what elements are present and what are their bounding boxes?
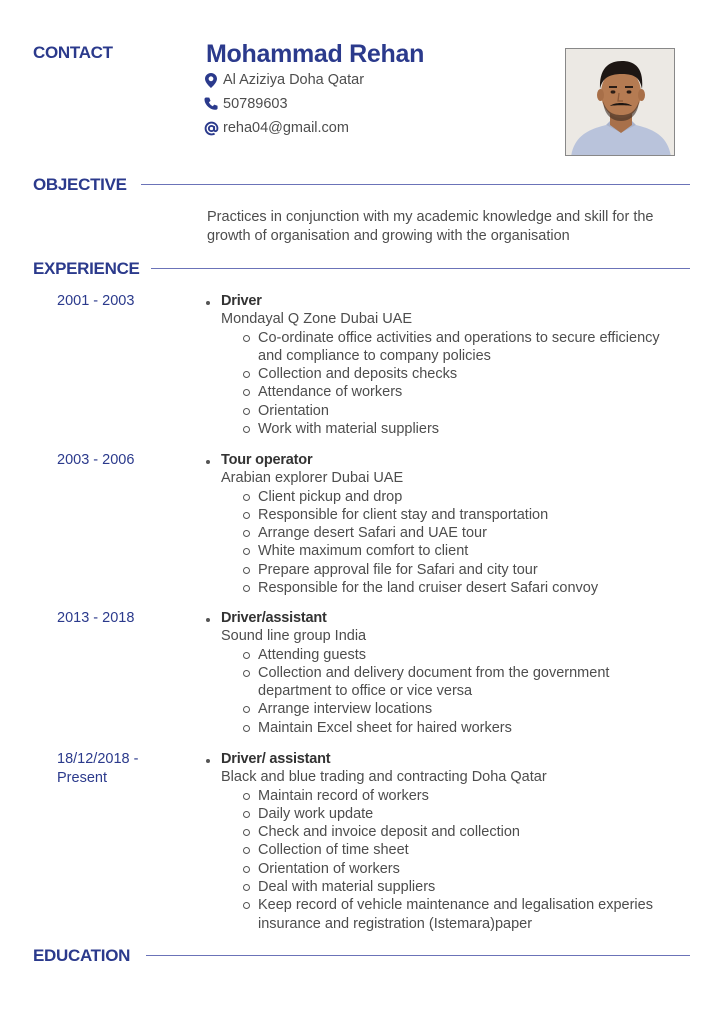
task-item: Arrange interview locations bbox=[243, 700, 673, 718]
bullet-dot-icon bbox=[206, 460, 210, 464]
job-company: Mondayal Q Zone Dubai UAE bbox=[221, 311, 413, 328]
job-entry bbox=[203, 609, 673, 737]
job-title: Driver/assistant bbox=[221, 610, 327, 626]
profile-photo bbox=[565, 48, 675, 156]
bullet-dot-icon bbox=[206, 618, 210, 622]
job-date: 2013 - 2018 bbox=[57, 610, 135, 626]
task-item: Arrange desert Safari and UAE tour bbox=[243, 524, 673, 542]
task-item: Orientation bbox=[243, 402, 673, 420]
task-item: Deal with material suppliers bbox=[243, 878, 673, 896]
objective-text: Practices in conjunction with my academic knowledge and skill for the growth of organisation and growing with the organisation bbox=[207, 209, 654, 244]
section-title-education: EDUCATION bbox=[33, 946, 131, 965]
job-title: Driver bbox=[221, 293, 262, 309]
task-item: Co-ordinate office activities and operations to secure efficiency and compliance to company policies bbox=[243, 329, 673, 366]
task-item: Daily work update bbox=[243, 805, 673, 823]
task-item: Keep record of vehicle maintenance and legalisation experies insurance and registration (Istemara)paper bbox=[243, 896, 673, 933]
job-entry bbox=[203, 750, 673, 933]
contact-address bbox=[203, 72, 364, 88]
task-list bbox=[203, 329, 673, 439]
task-item: Collection and deposits checks bbox=[243, 365, 673, 383]
job-title-row bbox=[203, 609, 673, 627]
task-list bbox=[203, 646, 673, 737]
job-entry bbox=[203, 451, 673, 597]
task-item: Orientation of workers bbox=[243, 860, 673, 878]
candidate-name: Mohammad Rehan bbox=[206, 40, 425, 68]
task-list bbox=[203, 488, 673, 598]
experience-divider bbox=[151, 268, 690, 269]
job-title: Tour operator bbox=[221, 452, 313, 468]
job-title-row bbox=[203, 292, 673, 310]
bullet-dot-icon bbox=[206, 301, 210, 305]
email-text: reha04@gmail.com bbox=[223, 120, 349, 136]
task-item: Collection of time sheet bbox=[243, 841, 673, 859]
task-item: Attendance of workers bbox=[243, 383, 673, 401]
job-title: Driver/ assistant bbox=[221, 751, 331, 767]
contact-phone bbox=[203, 96, 288, 112]
phone-text: 50789603 bbox=[223, 96, 288, 112]
task-item: Check and invoice deposit and collection bbox=[243, 823, 673, 841]
job-date: 2003 - 2006 bbox=[57, 452, 135, 468]
task-item: Work with material suppliers bbox=[243, 420, 673, 438]
job-company: Arabian explorer Dubai UAE bbox=[221, 470, 404, 487]
section-title-contact: CONTACT bbox=[33, 43, 113, 62]
job-title-row bbox=[203, 750, 673, 768]
job-date: 2001 - 2003 bbox=[57, 293, 135, 309]
job-company: Sound line group India bbox=[221, 628, 367, 645]
task-item: Responsible for the land cruiser desert Safari convoy bbox=[243, 579, 673, 597]
at-sign-icon bbox=[203, 120, 219, 136]
job-company: Black and blue trading and contracting Doha Qatar bbox=[221, 769, 547, 786]
task-item: White maximum comfort to client bbox=[243, 542, 673, 560]
job-title-row bbox=[203, 451, 673, 469]
task-item: Maintain Excel sheet for haired workers bbox=[243, 719, 673, 737]
task-item: Maintain record of workers bbox=[243, 787, 673, 805]
contact-email bbox=[203, 120, 349, 136]
objective-divider bbox=[141, 184, 690, 185]
phone-icon bbox=[203, 96, 219, 112]
task-item: Responsible for client stay and transportation bbox=[243, 506, 673, 524]
section-title-experience: EXPERIENCE bbox=[33, 259, 140, 278]
task-item: Attending guests bbox=[243, 646, 673, 664]
task-item: Client pickup and drop bbox=[243, 488, 673, 506]
address-text: Al Aziziya Doha Qatar bbox=[223, 72, 365, 88]
bullet-dot-icon bbox=[206, 759, 210, 763]
job-entry bbox=[203, 292, 673, 438]
task-item: Collection and delivery document from the government department to office or vice versa bbox=[243, 664, 673, 701]
task-item: Prepare approval file for Safari and city tour bbox=[243, 561, 673, 579]
job-date: 18/12/2018 - Present bbox=[57, 751, 139, 786]
task-list bbox=[203, 787, 673, 933]
map-pin-icon bbox=[203, 72, 219, 88]
education-divider bbox=[146, 955, 690, 956]
section-title-objective: OBJECTIVE bbox=[33, 175, 127, 194]
